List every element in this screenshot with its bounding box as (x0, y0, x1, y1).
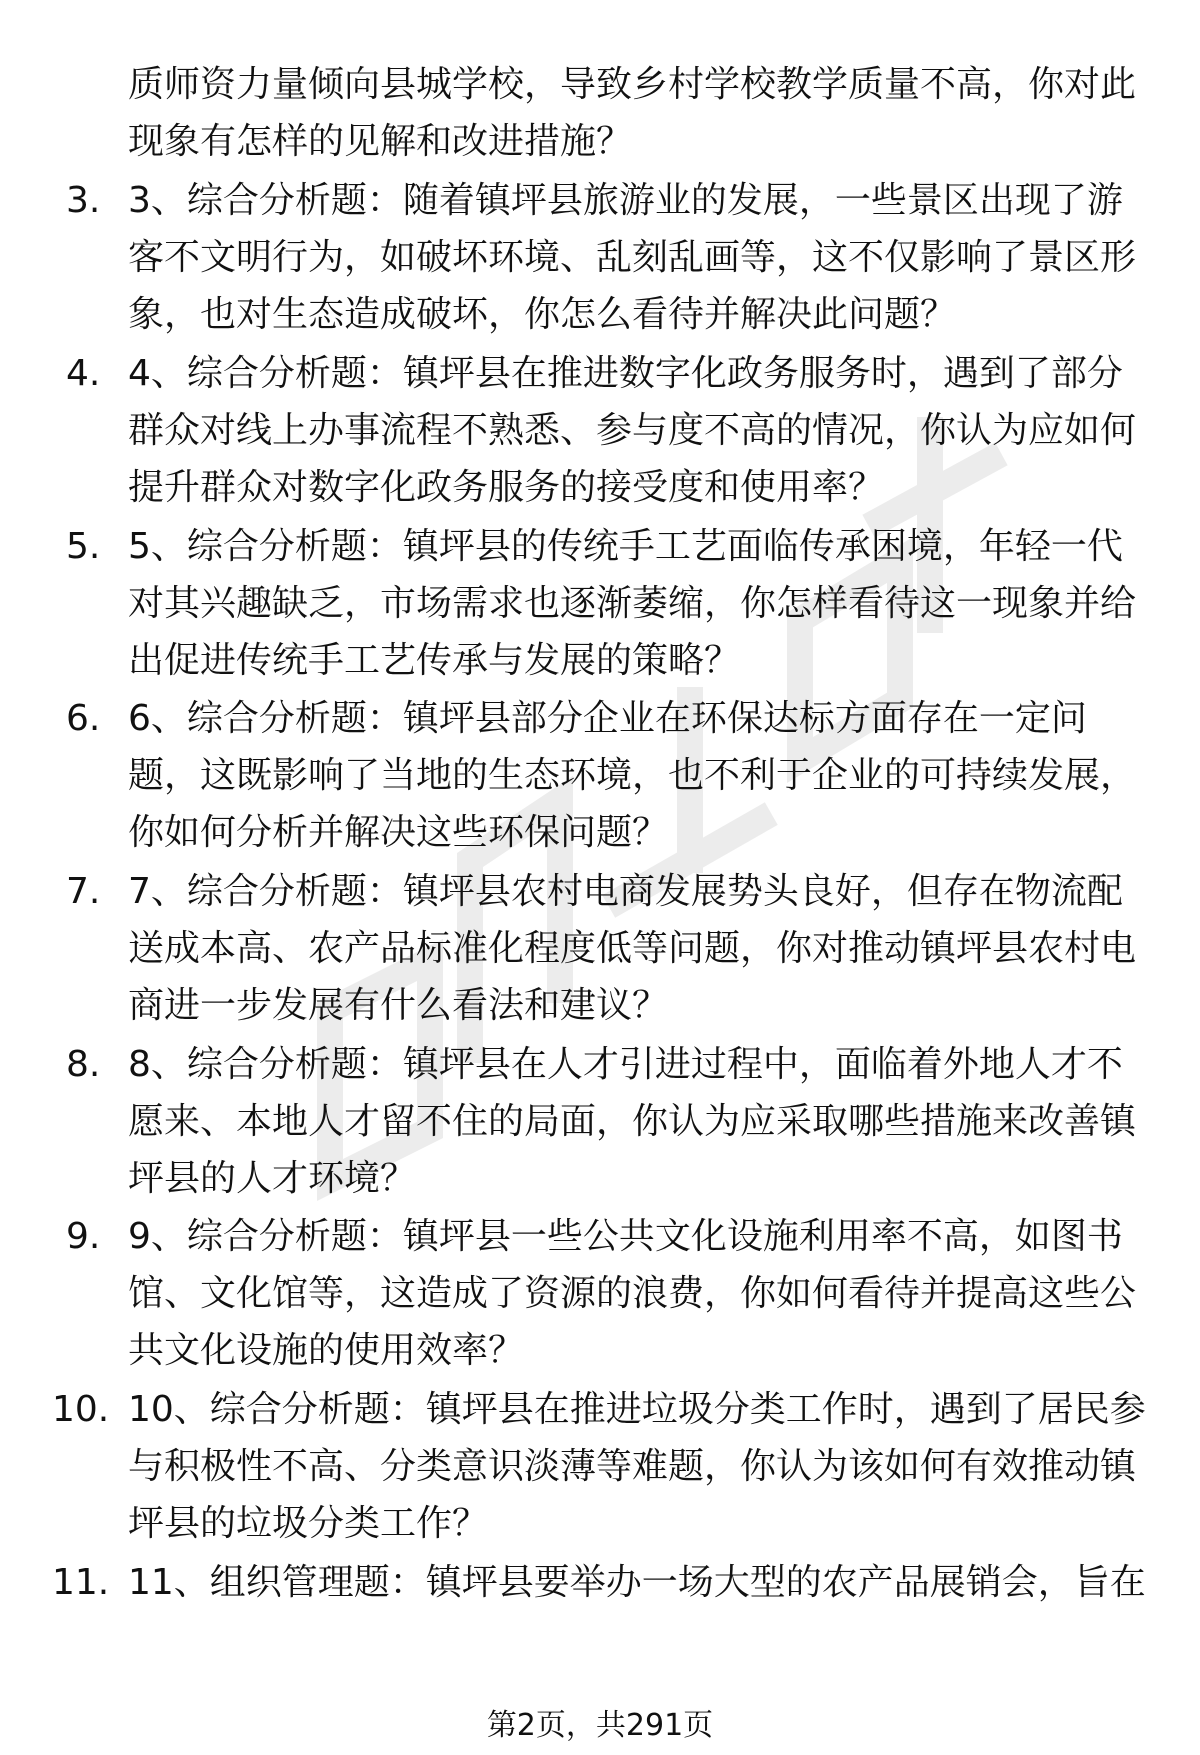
question-number: 4. (66, 353, 101, 394)
question-number: 8. (66, 1044, 101, 1085)
question-number: 7. (66, 871, 101, 912)
question-text: 11、组织管理题：镇坪县要举办一场大型的农产品展销会，旨在 (128, 1562, 1146, 1603)
question-number: 9. (66, 1216, 101, 1257)
question-number: 6. (66, 698, 101, 739)
question-number: 5. (66, 526, 101, 567)
question-text: 6、综合分析题：镇坪县部分企业在环保达标方面存在一定问题，这既影响了当地的生态环境，也不利于企业的可持续发展，你如何分析并解决这些环保问题？ (128, 698, 1137, 853)
question-text: 5、综合分析题：镇坪县的传统手工艺面临传承困境，年轻一代对其兴趣缺乏，市场需求也逐渐萎缩，你怎样看待这一现象并给出促进传统手工艺传承与发展的策略？ (128, 526, 1137, 681)
question-number: 11. (52, 1562, 110, 1603)
question-text: 10、综合分析题：镇坪县在推进垃圾分类工作时，遇到了居民参与积极性不高、分类意识淡薄等难题，你认为该如何有效推动镇坪县的垃圾分类工作？ (128, 1389, 1146, 1544)
question-text: 7、综合分析题：镇坪县农村电商发展势头良好，但存在物流配送成本高、农产品标准化程度低等问题，你对推动镇坪县农村电商进一步发展有什么看法和建议？ (128, 871, 1137, 1026)
question-text: 9、综合分析题：镇坪县一些公共文化设施利用率不高，如图书馆、文化馆等，这造成了资源的浪费，你如何看待并提高这些公共文化设施的使用效率？ (128, 1216, 1137, 1371)
question-number: 3. (66, 180, 101, 221)
question-text: 4、综合分析题：镇坪县在推进数字化政务服务时，遇到了部分群众对线上办事流程不熟悉、参与度不高的情况，你认为应如何提升群众对数字化政务服务的接受度和使用率？ (128, 353, 1137, 508)
question-number: 10. (52, 1389, 110, 1430)
previous-question-continuation: 质师资力量倾向县城学校，导致乡村学校教学质量不高，你对此现象有怎样的见解和改进措施？ (128, 64, 1137, 162)
question-text: 3、综合分析题：随着镇坪县旅游业的发展，一些景区出现了游客不文明行为，如破坏环境、乱刻乱画等，这不仅影响了景区形象，也对生态造成破坏，你怎么看待并解决此问题？ (128, 180, 1137, 335)
page-footer: 第2页，共291页 (486, 1708, 714, 1743)
question-text: 8、综合分析题：镇坪县在人才引进过程中，面临着外地人才不愿来、本地人才留不住的局面，你认为应采取哪些措施来改善镇坪县的人才环境？ (128, 1044, 1137, 1199)
